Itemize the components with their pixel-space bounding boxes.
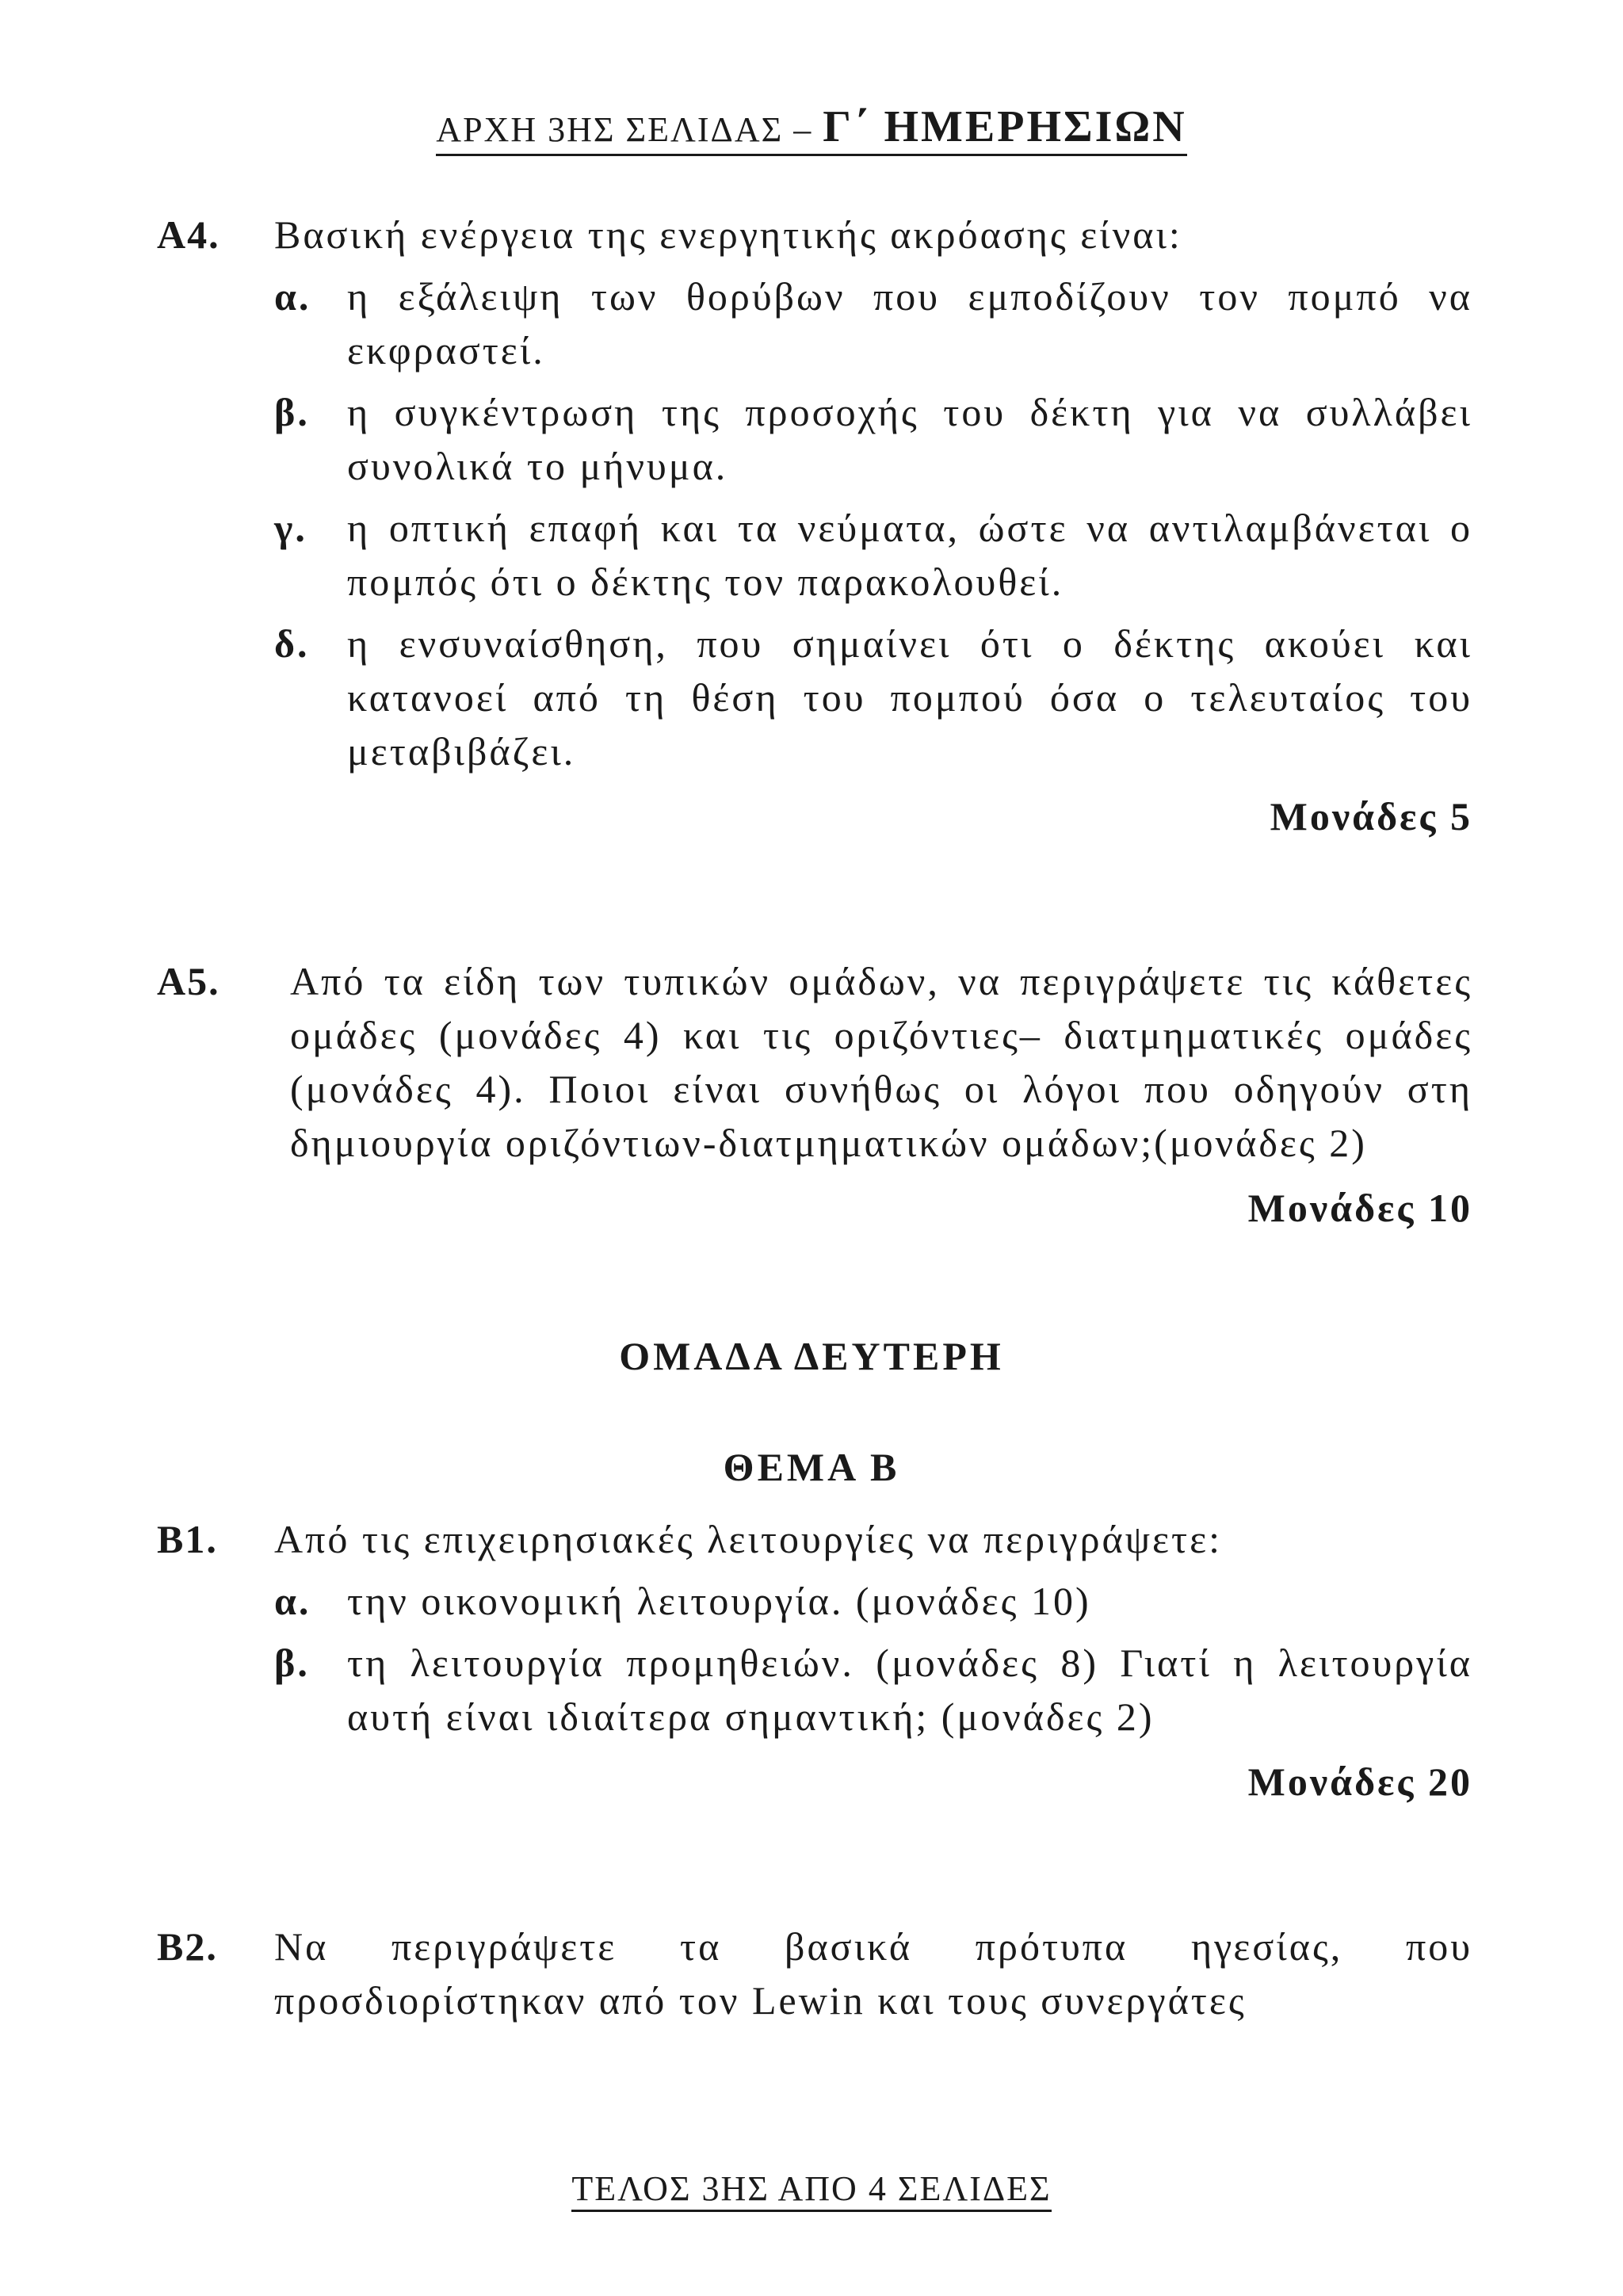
option-c [274, 501, 1472, 609]
option-label: α. [274, 274, 311, 319]
question-text: Από τις επιχειρησιακές λειτουργίες να περιγράψετε: [274, 1517, 1223, 1561]
question-text: Από τα είδη των τυπικών ομάδων, να περιγράψετε τις κάθετες ομάδες (μονάδες 4) και τις οριζόντιες– διατμηματικές ομάδες (μονάδες 4). Ποιοι είναι συνήθως οι λόγοι που οδηγούν στη δημιουργία οριζόντιων-διατμηματικών ομάδων;(μονάδες 2) [290, 959, 1472, 1165]
theme-heading: ΘΕΜΑ Β [723, 1445, 900, 1489]
question-number: Α5. [157, 959, 220, 1003]
question-number: Β1. [157, 1517, 218, 1561]
header-prefix: ΑΡΧΗ 3ΗΣ ΣΕΛΙΔΑΣ – [436, 110, 823, 149]
option-b [274, 1636, 1472, 1744]
option-a [274, 1574, 1472, 1628]
question-text: Βασική ενέργεια της ενεργητικής ακρόασης είναι: [274, 212, 1182, 257]
group-heading: ΟΜΑΔΑ ΔΕΥΤΕΡΗ [619, 1334, 1004, 1378]
question-marks: Μονάδες 5 [1270, 794, 1472, 839]
option-text: η οπτική επαφή και τα νεύματα, ώστε να αντιλαμβάνεται ο πομπός ότι ο δέκτης τον παρακολουθεί. [347, 506, 1472, 604]
question-marks: Μονάδες 10 [1247, 1186, 1472, 1230]
option-text: η εξάλειψη των θορύβων που εμποδίζουν τον πομπό να εκφραστεί. [347, 274, 1472, 372]
option-a [274, 269, 1472, 377]
question-number: Β2. [157, 1924, 218, 1969]
question-a5 [157, 954, 1472, 1235]
page-header [0, 101, 1623, 156]
header-grade: Γ΄ ΗΜΕΡΗΣΙΩΝ [823, 102, 1187, 151]
question-b2 [157, 1920, 1472, 2027]
question-marks: Μονάδες 20 [1247, 1759, 1472, 1804]
option-d [274, 617, 1472, 778]
footer-text: ΤΕΛΟΣ 3ΗΣ ΑΠΟ 4 ΣΕΛΙΔΕΣ [571, 2169, 1051, 2212]
option-text: τη λειτουργία προμηθειών. (μονάδες 8) Γιατί η λειτουργία αυτή είναι ιδιαίτερα σημαντική; (μονάδες 2) [347, 1641, 1472, 1739]
option-text: την οικονομική λειτουργία. (μονάδες 10) [347, 1579, 1091, 1623]
option-text: η ενσυναίσθηση, που σημαίνει ότι ο δέκτης ακούει και κατανοεί από τη θέση του πομπού όσα ο τελευταίος του μεταβιβάζει. [347, 621, 1472, 774]
page-footer [0, 2168, 1623, 2209]
option-label: β. [274, 390, 310, 434]
header-underline [436, 101, 1186, 156]
question-text: Να περιγράψετε τα βασικά πρότυπα ηγεσίας, που προσδιορίστηκαν από τον Lewin και τους συνεργάτες [274, 1924, 1472, 2023]
option-label: α. [274, 1579, 311, 1623]
option-label: γ. [274, 506, 307, 550]
option-text: η συγκέντρωση της προσοχής του δέκτη για να συλλάβει συνολικά το μήνυμα. [347, 390, 1472, 488]
question-b1 [157, 1512, 1472, 1809]
option-label: β. [274, 1641, 310, 1685]
question-number: Α4. [157, 212, 220, 257]
option-b [274, 385, 1472, 493]
question-a4 [157, 208, 1472, 843]
option-label: δ. [274, 621, 310, 666]
